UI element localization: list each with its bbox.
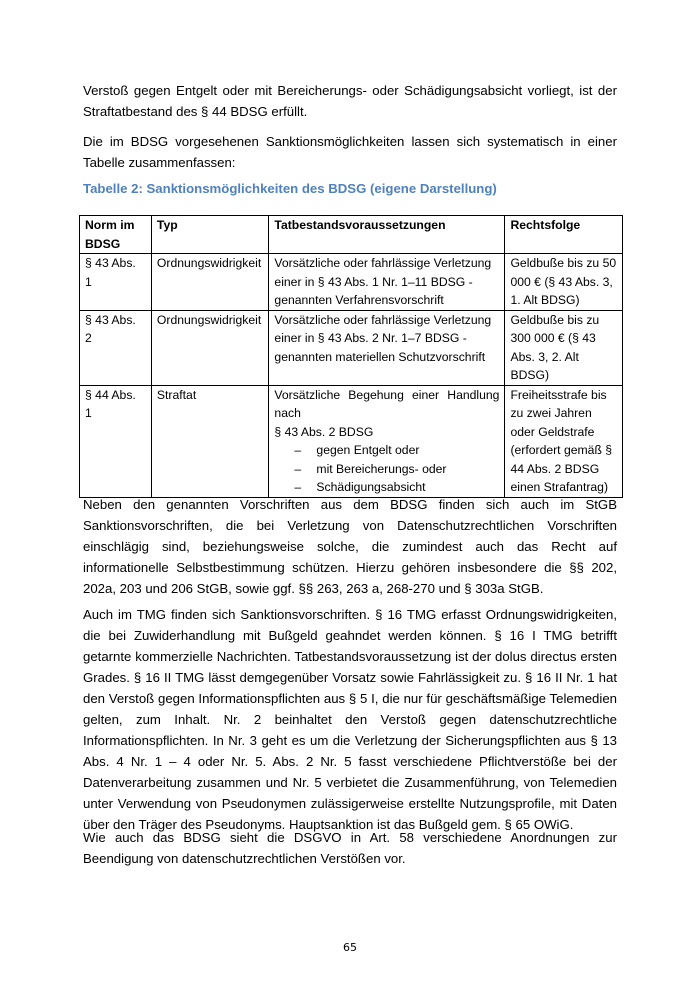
table-header-row: [80, 216, 623, 254]
table-row: [80, 385, 623, 497]
page-number: 65: [343, 941, 357, 954]
paragraph-dsgvo: Wie auch das BDSG sieht die DSGVO in Art. 58 verschiedene Anordnungen zur Beendigung von datenschutzrechtlichen Verstößen vor.: [83, 830, 617, 866]
tatbestand-line-2: § 43 Abs. 2 BDSG: [274, 424, 374, 439]
list-item: – Schädigungsabsicht: [294, 478, 499, 497]
cell-typ: Ordnungswidrigkeit: [151, 254, 269, 311]
paragraph-table-intro: Die im BDSG vorgesehenen Sanktionsmöglichkeiten lassen sich systematisch in einer Tabelle zusammenfassen:: [83, 134, 617, 170]
paragraph-intro: Verstoß gegen Entgelt oder mit Bereicherungs- oder Schädigungsabsicht vorliegt, ist der Straftatbestand des § 44 BDSG erfüllt.: [83, 83, 617, 119]
cell-tatbestand: [269, 385, 505, 497]
tatbestand-dash-list: [274, 441, 499, 497]
sanctions-table: [79, 215, 623, 498]
cell-rechtsfolge: Geldbuße bis zu 50 000 € (§ 43 Abs. 3, 1. Alt BDSG): [505, 254, 623, 311]
cell-tatbestand: Vorsätzliche oder fahrlässige Verletzung einer in § 43 Abs. 2 Nr. 1–7 BDSG -genannten materiellen Schutzvorschrift: [269, 310, 505, 385]
list-item: – gegen Entgelt oder: [294, 441, 499, 460]
header-norm: Norm im BDSG: [80, 216, 152, 254]
cell-norm: § 43 Abs. 1: [80, 254, 152, 311]
table-caption: Tabelle 2: Sanktionsmöglichkeiten des BDSG (eigene Darstellung): [83, 181, 497, 196]
cell-rechtsfolge: Geldbuße bis zu 300 000 € (§ 43 Abs. 3, 2. Alt BDSG): [505, 310, 623, 385]
header-rechtsfolge: Rechtsfolge: [505, 216, 623, 254]
header-typ: Typ: [151, 216, 269, 254]
tatbestand-line-1: Vorsätzliche Begehung einer Handlung nach: [274, 387, 500, 420]
cell-norm: § 43 Abs. 2: [80, 310, 152, 385]
cell-rechtsfolge: Freiheitsstrafe bis zu zwei Jahren oder Geldstrafe (erfordert gemäß § 44 Abs. 2 BDSG einen Strafantrag): [505, 385, 623, 497]
table-row: [80, 310, 623, 385]
cell-tatbestand: Vorsätzliche oder fahrlässige Verletzung einer in § 43 Abs. 1 Nr. 1–11 BDSG -genannten Verfahrensvorschrift: [269, 254, 505, 311]
cell-typ: Ordnungswidrigkeit: [151, 310, 269, 385]
paragraph-stgb: Neben den genannten Vorschriften aus dem BDSG finden sich auch im StGB Sanktionsvorschriften, die bei Verletzung von Datenschutzrechtlichen Vorschriften einschlägig sind, beziehungsweise solche, die zumindest auch das Recht auf informationelle Selbstbestimmung schützen. Hierzu gehören insbesondere die §§ 202, 202a, 203 und 206 StGB, sowie ggf. §§ 263, 263 a, 268-270 und § 303a StGB.: [83, 497, 617, 596]
paragraph-tmg: Auch im TMG finden sich Sanktionsvorschriften. § 16 TMG erfasst Ordnungswidrigkeiten, die bei Zuwiderhandlung mit Bußgeld geahndet werden können. § 16 I TMG betrifft getarnte kommerzielle Nachrichten. Tatbestandsvoraussetzung ist der dolus directus ersten Grades. § 16 II TMG lässt demgegenüber Vorsatz sowie Fahrlässigkeit zu. § 16 II Nr. 1 hat den Verstoß gegen Informationspflichten aus § 5 I, die nur für geschäftsmäßige Telemedien gelten, zum Inhalt. Nr. 2 beinhaltet den Verstoß gegen datenschutzrechtliche Informationspflichten. In Nr. 3 geht es um die Verletzung der Sicherungspflichten aus § 13 Abs. 4 Nr. 1 – 4 oder Nr. 5. Abs. 2 Nr. 5 fasst verschiedene Pflichtverstöße bei der Datenverarbeitung zusammen und Nr. 5 verbietet die Zusammenführung, von Telemedien unter Verwendung von Pseudonymen zulässigerweise erstellte Nutzungsprofile, mit Daten über den Träger des Pseudonyms. Hauptsanktion ist das Bußgeld gem. § 65 OWiG.: [83, 607, 617, 832]
cell-norm: § 44 Abs. 1: [80, 385, 152, 497]
cell-typ: Straftat: [151, 385, 269, 497]
list-item: – mit Bereicherungs- oder: [294, 460, 499, 479]
table-row: [80, 254, 623, 311]
header-tatbestand: Tatbestandsvoraussetzungen: [269, 216, 505, 254]
